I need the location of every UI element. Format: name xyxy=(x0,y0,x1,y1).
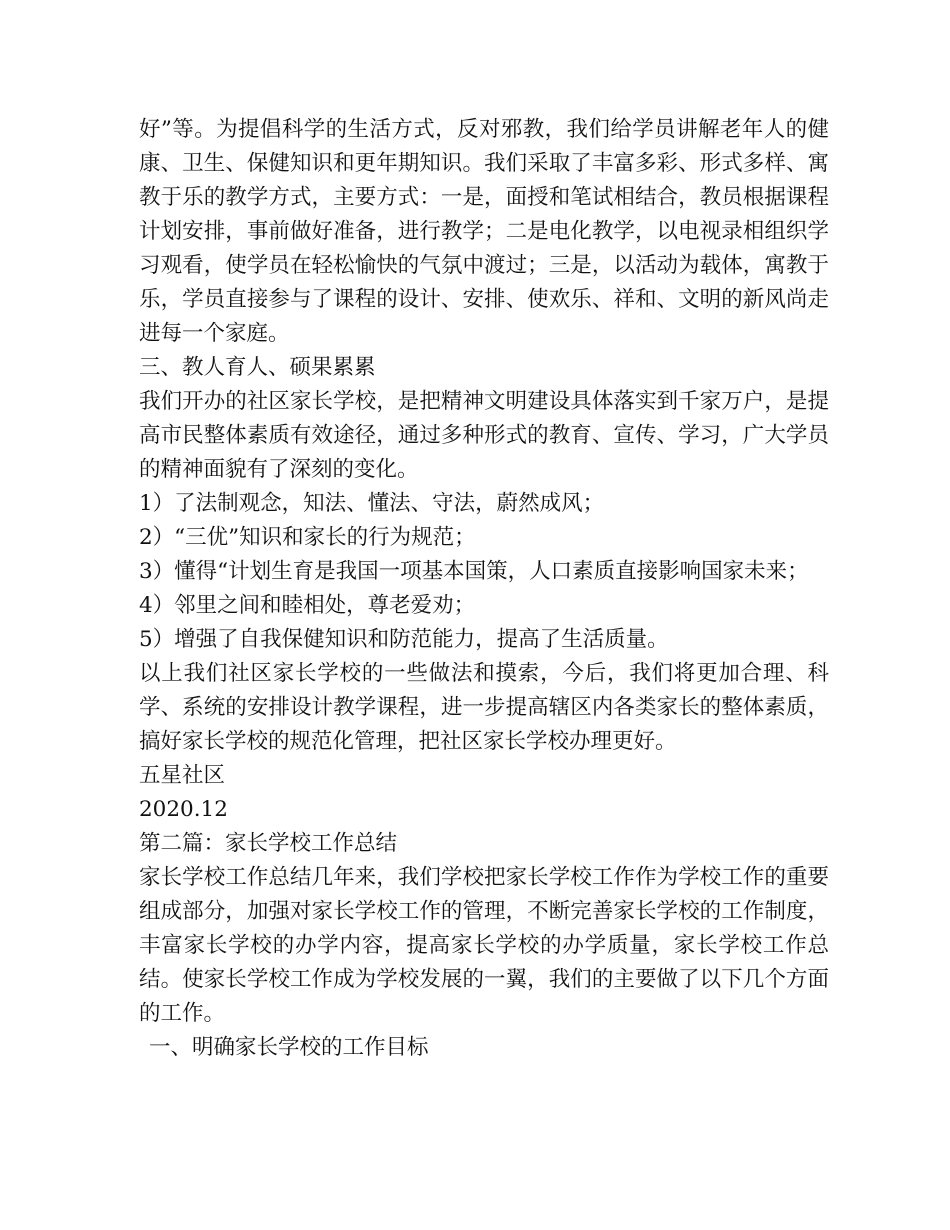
document-page xyxy=(139,113,829,1065)
heading-section-three: 三、教人育人、硕果累累 xyxy=(139,355,376,380)
list-item-4: 4）邻里之间和睦相处，尊老爱劝； xyxy=(139,593,476,618)
paragraph-achievements: 我们开办的社区家长学校，是把精神文明建设具体落实到千家万户，是提高市民整体素质有效途径，通过多种形式的教育、宣传、学习，广大学员的精神面貌有了深刻的变化。 xyxy=(139,389,829,482)
list-item-5: 5）增强了自我保健知识和防范能力，提高了生活质量。 xyxy=(139,627,669,652)
signature-community: 五星社区 xyxy=(139,763,226,788)
paragraph-conclusion: 以上我们社区家长学校的一些做法和摸索，今后，我们将更加合理、科学、系统的安排设计教学课程，进一步提高辖区内各类家长的整体素质，搞好家长学校的规范化管理，把社区家长学校办理更好。 xyxy=(139,661,829,754)
list-item-3: 3）懂得“计划生育是我国一项基本国策，人口素质直接影响国家未来； xyxy=(139,559,809,584)
list-item-1: 1）了法制观念，知法、懂法、守法，蔚然成风； xyxy=(139,491,605,516)
heading-section-one: 一、明确家长学校的工作目标 xyxy=(149,1035,429,1060)
list-item-2: 2）“三优”知识和家长的行为规范； xyxy=(139,525,476,550)
paragraph-part-two-intro: 家长学校工作总结几年来，我们学校把家长学校工作作为学校工作的重要组成部分，加强对家长学校工作的管理，不断完善家长学校的工作制度，丰富家长学校的办学内容，提高家长学校的办学质量，家长学校工作总结。使家长学校工作成为学校发展的一翼，我们的主要做了以下几个方面的工作。 xyxy=(139,865,829,1026)
paragraph-teaching-methods: 好”等。为提倡科学的生活方式，反对邪教，我们给学员讲解老年人的健康、卫生、保健知识和更年期知识。我们采取了丰富多彩、形式多样、寓教于乐的教学方式，主要方式：一是，面授和笔试相结合，教员根据课程计划安排，事前做好准备，进行教学；二是电化教学，以电视录相组织学习观看，使学员在轻松愉快的气氛中渡过；三是，以活动为载体，寓教于乐，学员直接参与了课程的设计、安排、使欢乐、祥和、文明的新风尚走进每一个家庭。 xyxy=(139,117,829,346)
signature-date: 2020.12 xyxy=(139,797,228,822)
heading-part-two: 第二篇：家长学校工作总结 xyxy=(139,831,398,856)
